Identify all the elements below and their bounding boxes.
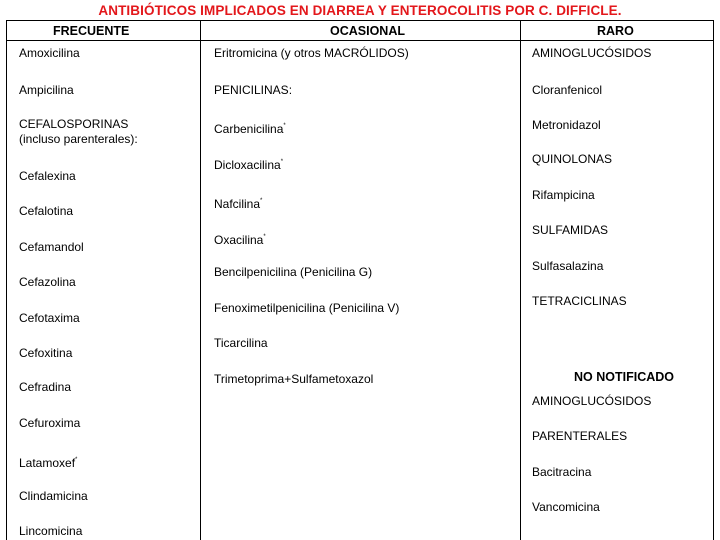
header-ocasional: OCASIONAL [330,24,405,38]
list-item: Cloranfenicol [532,83,603,97]
list-item [19,453,77,470]
list-item: Amoxicilina [19,46,80,60]
list-item: Rifampicina [532,188,595,202]
list-item: Cefotaxima [19,311,80,325]
list-item: PARENTERALES [532,429,628,443]
list-item-label: Latamoxef [19,456,76,470]
list-item: Lincomicina [19,524,83,538]
header-raro: RARO [597,24,634,38]
list-item [214,194,262,211]
table-left-border [6,20,7,540]
list-item: Cefazolina [19,275,76,289]
list-item-label: Carbenicilina [214,122,284,136]
list-item: Bencilpenicilina (Penicilina G) [214,265,373,279]
list-item: Cefradina [19,380,72,394]
header-underline [6,40,714,41]
footnote-marker: * [280,159,284,165]
list-item: Cefalexina [19,169,76,183]
footnote-marker: * [263,234,266,240]
list-item: Bacitracina [532,465,592,479]
footnote-marker: * [283,123,286,129]
list-item [214,119,286,136]
list-item: Cefalotina [19,204,74,218]
list-item: Eritromicina (y otros MACRÓLIDOS) [214,46,409,60]
list-item: SULFAMIDAS [532,223,609,237]
footnote-marker: * [260,198,263,204]
list-item: TETRACICLINAS [532,294,627,308]
list-item: QUINOLONAS [532,152,613,166]
list-item: Fenoximetilpenicilina (Penicilina V) [214,301,400,315]
list-item: Cefoxitina [19,346,73,360]
list-item: Cefamandol [19,240,84,254]
list-item: CEFALOSPORINAS [19,117,129,131]
list-item: AMINOGLUCÓSIDOS [532,46,652,60]
column-divider-1 [200,20,201,540]
list-item: Clindamicina [19,489,88,503]
list-item-label: Dicloxacilina [214,158,281,172]
column-divider-2 [520,20,521,540]
list-item-label: Oxacilina [214,233,264,247]
list-item: Ampicilina [19,83,74,97]
list-item: Vancomicina [532,500,600,514]
list-item: AMINOGLUCÓSIDOS [532,394,652,408]
table-right-border [713,20,714,540]
list-item [214,230,266,247]
table-top-rule [6,20,714,21]
list-item: (incluso parenterales): [19,132,138,146]
document-title: ANTIBIÓTICOS IMPLICADOS EN DIARREA Y ENTEROCOLITIS POR C. DIFFICLE. [98,3,622,18]
header-frecuente: FRECUENTE [53,24,130,38]
header-no-notificado: NO NOTIFICADO [574,370,674,384]
list-item: PENICILINAS: [214,83,293,97]
list-item: Ticarcilina [214,336,268,350]
list-item: Trimetoprima+Sulfametoxazol [214,372,374,386]
list-item: Metronidazol [532,118,601,132]
list-item: Sulfasalazina [532,259,604,273]
footnote-marker: * [75,457,78,463]
list-item-label: Nafcilina [214,197,261,211]
list-item [214,155,283,172]
list-item: Cefuroxima [19,416,81,430]
